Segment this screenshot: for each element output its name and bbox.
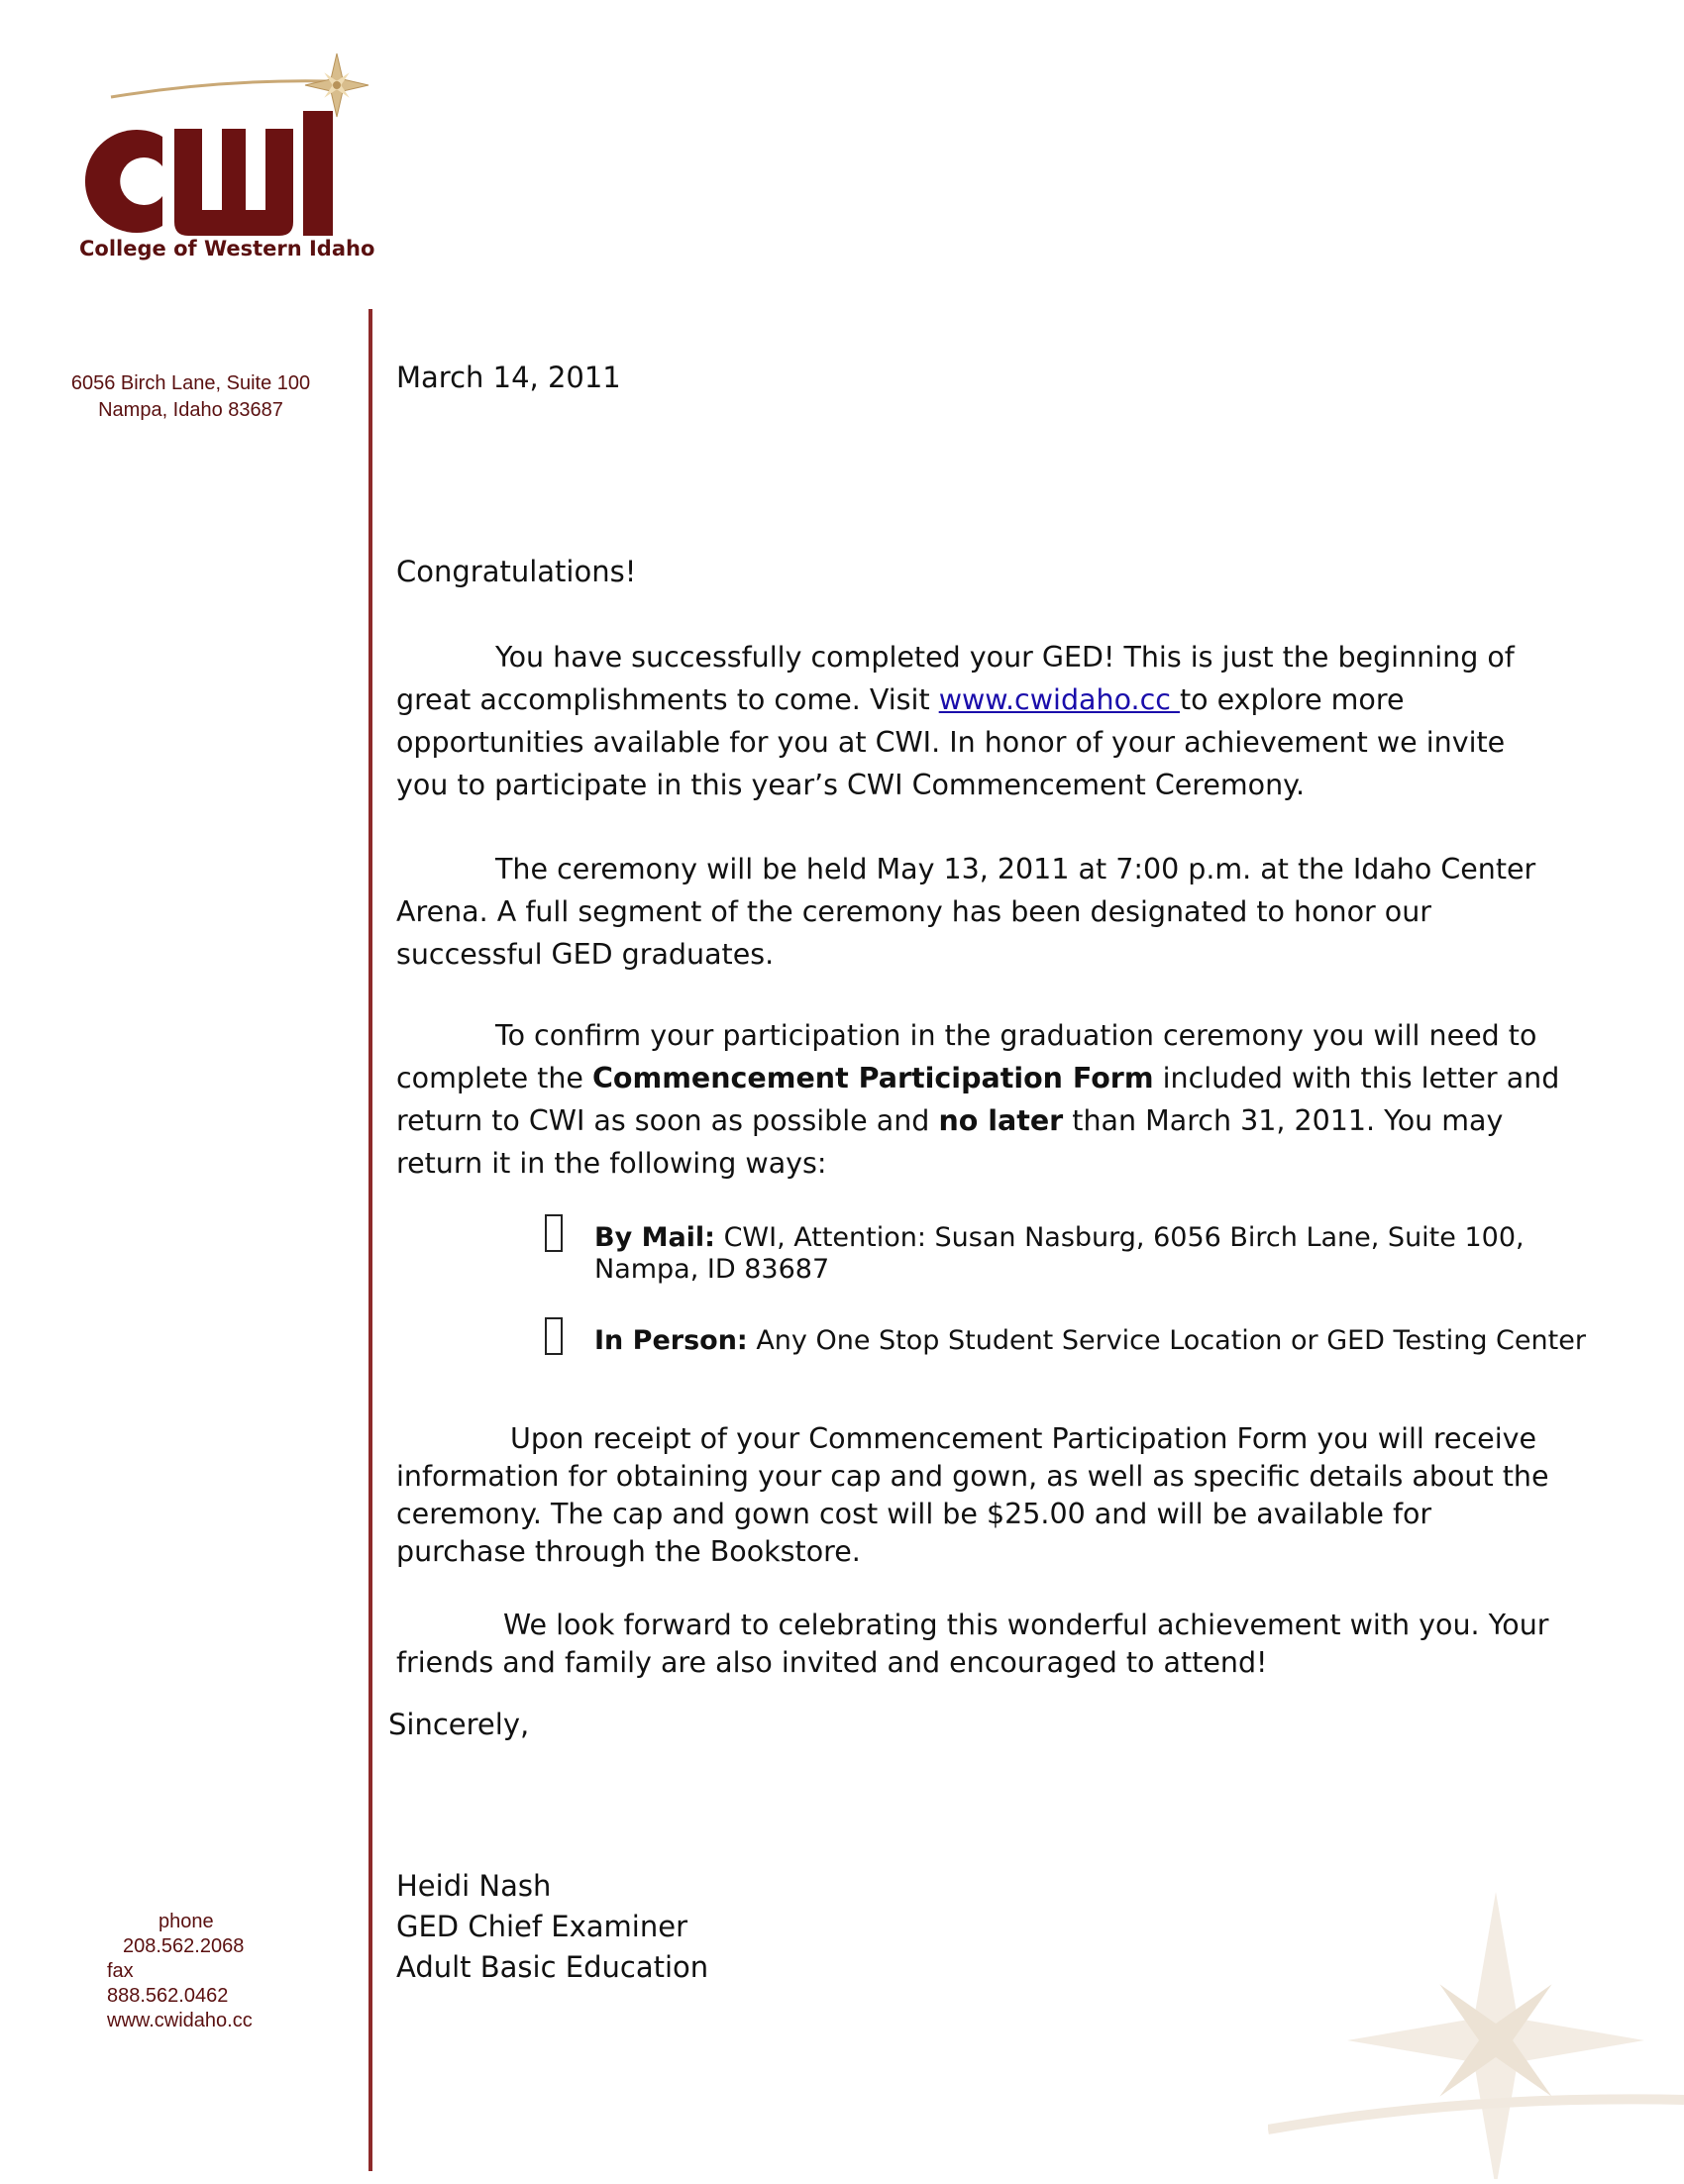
intro-text-b: to explore more opportunities available for you at CWI. In honor of your achievement we invite you to participate in this year’s CWI Commencement Ceremony. (396, 683, 1506, 801)
phone-number: 208.562.2068 (123, 1935, 245, 1957)
fax-label: fax (107, 1960, 134, 1982)
letter-greeting: Congratulations! (396, 555, 637, 588)
watermark-star-icon (1268, 1882, 1684, 2179)
closing-text: We look forward to celebrating this wonderful achievement with you. Your friends and family are also invited and encouraged to attend! (396, 1609, 1549, 1679)
confirm-text-c: than March 31, 2011. You may return it in the following ways: (396, 1104, 1504, 1180)
sidebar-divider (368, 309, 372, 2171)
compass-star-icon (305, 53, 368, 117)
paragraph-intro (396, 636, 1565, 806)
sidebar-address (30, 370, 352, 424)
cwi-logo (71, 52, 378, 269)
signer-name: Heidi Nash (396, 1869, 552, 1903)
bullet-box-icon (545, 1317, 563, 1355)
receipt-text: Upon receipt of your Commencement Participation Form you will receive information for obtaining your cap and gown, as well as specific details about the ceremony. The cap and gown cost will be $25.00 and will be available for purchase through the Bookstore. (396, 1422, 1549, 1568)
paragraph-ceremony (396, 848, 1565, 976)
paragraph-closing (396, 1607, 1565, 1682)
signer-department: Adult Basic Education (396, 1950, 709, 1984)
ceremony-text: The ceremony will be held May 13, 2011 at 7:00 p.m. at the Idaho Center Arena. A full segment of the ceremony has been designated to honor our successful GED graduates. (396, 853, 1536, 971)
signer-title: GED Chief Examiner (396, 1910, 688, 1943)
paragraph-receipt (396, 1420, 1565, 1571)
form-name: Commencement Participation Form (592, 1062, 1154, 1094)
bullet-box-icon (545, 1214, 563, 1252)
sidebar-contact (107, 1910, 275, 2033)
website-inline-link[interactable]: www.cwidaho.cc (938, 683, 1180, 716)
list-item (545, 1325, 1586, 1357)
letter-closing: Sincerely, (388, 1708, 530, 1741)
in-person-label: In Person: (594, 1325, 748, 1356)
mail-text: CWI, Attention: Susan Nasburg, 6056 Birch Lane, Suite 100, Nampa, ID 83687 (594, 1222, 1525, 1285)
letter-date: March 14, 2011 (396, 361, 621, 394)
website-link[interactable]: www.cwidaho.cc (107, 2010, 253, 2031)
confirm-text-a: To confirm your participation in the graduation ceremony you will need to complete the (396, 1019, 1537, 1094)
address-line1: 6056 Birch Lane, Suite 100 (70, 372, 311, 394)
paragraph-confirm (396, 1014, 1565, 1185)
fax-number: 888.562.0462 (107, 1985, 229, 2007)
address-line2: Nampa, Idaho 83687 (98, 399, 283, 421)
list-item (545, 1222, 1585, 1286)
confirm-text-b: included with this letter and return to CWI as soon as possible and (396, 1062, 1560, 1137)
phone-label: phone (158, 1911, 214, 1932)
in-person-text: Any One Stop Student Service Location or GED Testing Center (747, 1325, 1586, 1356)
mail-label: By Mail: (594, 1222, 715, 1253)
intro-text-a: You have successfully completed your GED! This is just the beginning of great accomplishments to come. Visit (396, 641, 1515, 716)
signature-block (396, 1866, 708, 1988)
deadline-emphasis: no later (938, 1104, 1064, 1137)
logo-tagline: College of Western Idaho (79, 237, 375, 260)
